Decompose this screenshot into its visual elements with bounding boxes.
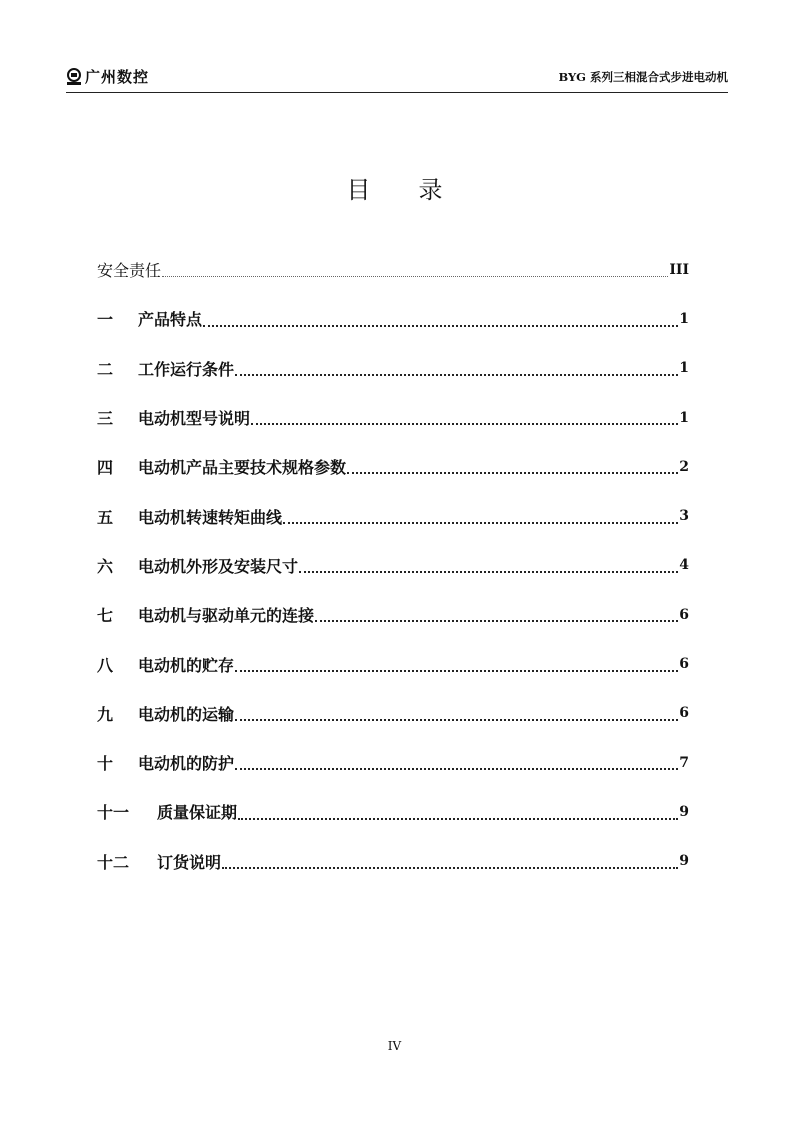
toc-leader	[235, 670, 678, 672]
toc-entry-label: 电动机外形及安装尺寸	[138, 556, 299, 576]
toc-entry-number: 五	[97, 507, 114, 527]
toc-entry-page: 2	[679, 458, 689, 475]
toc-entry-number: 十二	[97, 852, 130, 872]
toc-entry[interactable]	[97, 689, 689, 738]
toc-entry-label: 电动机型号说明	[138, 409, 251, 429]
toc-entry[interactable]	[97, 738, 689, 787]
page-header	[66, 64, 728, 93]
toc-entry[interactable]	[97, 245, 689, 294]
toc-leader	[203, 325, 678, 327]
toc-entry[interactable]	[97, 393, 689, 442]
toc-entry-page: 9	[679, 803, 689, 820]
toc-entry-page: 7	[679, 754, 689, 771]
document-title: BYG 系列三相混合式步进电动机	[558, 70, 728, 84]
toc-entry-label: 电动机的防护	[138, 754, 235, 774]
toc-title: 目录	[346, 176, 491, 204]
toc-entry-number: 十一	[97, 803, 130, 823]
toc-leader	[299, 571, 678, 573]
toc-entry-number: 七	[97, 606, 114, 626]
toc-leader	[283, 522, 678, 524]
toc-leader	[251, 423, 678, 425]
toc-entry[interactable]	[97, 294, 689, 343]
company-logo	[66, 66, 149, 87]
toc-leader	[347, 472, 678, 474]
toc-entry-label: 电动机与驱动单元的连接	[138, 606, 315, 626]
logo-text: 广州数控	[85, 68, 150, 86]
toc-leader	[235, 374, 678, 376]
toc-entry[interactable]	[97, 590, 689, 639]
toc-entry[interactable]	[97, 491, 689, 540]
toc-entry-page: 1	[679, 409, 689, 426]
toc-entry-label: 订货说明	[157, 852, 222, 872]
toc-entry[interactable]	[97, 442, 689, 491]
toc-entry-label: 电动机的贮存	[138, 655, 235, 675]
toc-entry-label: 电动机转速转矩曲线	[138, 507, 283, 527]
toc-entry-number: 四	[97, 458, 114, 478]
table-of-contents	[97, 245, 689, 886]
toc-entry-page: 3	[679, 508, 689, 525]
toc-entry-page: III	[669, 261, 689, 278]
toc-entry-number: 三	[97, 409, 114, 429]
toc-entry-page: 1	[679, 360, 689, 377]
toc-entry[interactable]	[97, 639, 689, 688]
toc-entry-page: 6	[679, 705, 689, 722]
toc-leader	[235, 768, 678, 770]
toc-entry-page: 9	[679, 853, 689, 870]
toc-leader	[315, 620, 678, 622]
toc-leader	[238, 818, 678, 820]
toc-entry-number: 二	[97, 359, 114, 379]
toc-entry[interactable]	[97, 541, 689, 590]
toc-entry-number: 八	[97, 655, 114, 675]
toc-entry-page: 1	[679, 310, 689, 327]
toc-entry-label: 工作运行条件	[138, 359, 235, 379]
toc-leader	[235, 719, 678, 721]
toc-entry-label: 产品特点	[138, 310, 203, 330]
toc-entry[interactable]	[97, 344, 689, 393]
toc-entry-page: 6	[679, 606, 689, 623]
toc-entry-label: 安全责任	[97, 261, 162, 281]
toc-entry-number: 一	[97, 310, 114, 330]
gsk-logo-icon	[66, 68, 82, 86]
toc-leader	[162, 276, 668, 277]
page-number: IV	[387, 1039, 402, 1053]
toc-entry-label: 质量保证期	[157, 803, 238, 823]
toc-entry-page: 6	[679, 656, 689, 673]
toc-entry-label: 电动机产品主要技术规格参数	[138, 458, 347, 478]
toc-entry-number: 六	[97, 556, 114, 576]
toc-entry[interactable]	[97, 787, 689, 836]
toc-entry-number: 九	[97, 704, 114, 724]
toc-entry-label: 电动机的运输	[138, 704, 235, 724]
toc-entry-page: 4	[679, 557, 689, 574]
toc-entry[interactable]	[97, 837, 689, 886]
toc-entry-number: 十	[97, 754, 114, 774]
toc-leader	[222, 867, 678, 869]
